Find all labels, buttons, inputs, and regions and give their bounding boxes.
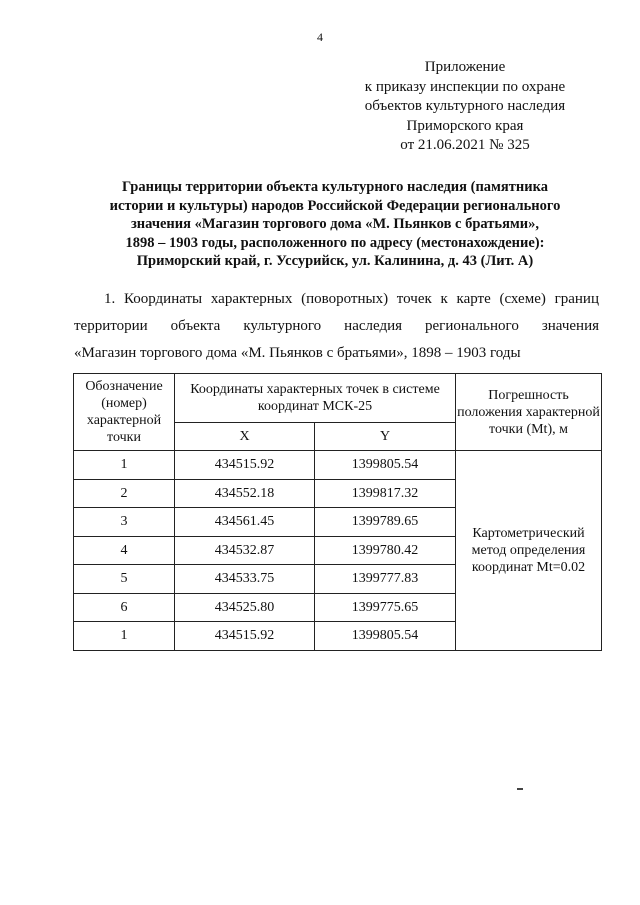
cell-y: 1399777.83 [315,565,456,594]
cell-point: 4 [74,536,175,565]
cell-x: 434532.87 [175,536,315,565]
cell-x: 434552.18 [175,479,315,508]
cell-point: 1 [74,451,175,480]
paragraph-line: территории объекта культурного наследия регионального значения [74,318,599,334]
header-coordinates: Координаты характерных точек в системе координат МСК-25 [175,374,456,423]
cell-point: 3 [74,508,175,537]
scan-mark [517,788,523,790]
cell-y: 1399775.65 [315,593,456,622]
title-line: истории и культуры) народов Российской Федерации регионального [109,197,561,214]
coordinates-table [73,373,602,651]
paragraph-line: 1. Координаты характерных (поворотных) точек к карте (схеме) границ [104,291,599,307]
header-point-number: Обозначение (номер) характерной точки [74,374,175,451]
header-x: X [175,423,315,451]
document-title [70,178,600,271]
page-number: 4 [317,30,323,44]
cell-y: 1399780.42 [315,536,456,565]
table-header-row [74,374,602,423]
appendix-header [330,58,600,156]
cell-y: 1399789.65 [315,508,456,537]
cell-point: 5 [74,565,175,594]
paragraph-line: «Магазин торгового дома «М. Пьянков с братьями», 1898 – 1903 годы [74,345,521,361]
table-row [74,451,602,480]
header-y: Y [315,423,456,451]
appendix-line: Приложение [424,59,506,75]
cell-x: 434515.92 [175,622,315,651]
cell-method: Картометрический метод определения координат Mt=0.02 [456,451,602,651]
title-line: Границы территории объекта культурного наследия (памятника [121,179,548,195]
cell-x: 434515.92 [175,451,315,480]
appendix-line: объектов культурного наследия [364,98,566,114]
appendix-line: к приказу инспекции по охране [364,78,566,95]
cell-x: 434525.80 [175,593,315,622]
section-paragraph [74,286,599,367]
title-line: значения «Магазин торгового дома «М. Пьянков с братьями», [130,216,540,232]
title-line: Приморский край, г. Уссурийск, ул. Калинина, д. 43 (Лит. А) [136,253,534,269]
cell-x: 434561.45 [175,508,315,537]
cell-point: 1 [74,622,175,651]
cell-y: 1399805.54 [315,451,456,480]
header-accuracy: Погрешность положения характерной точки (Mt), м [456,374,602,451]
appendix-date-line: от 21.06.2021 № 325 [400,137,530,153]
cell-x: 434533.75 [175,565,315,594]
appendix-line: Приморского края [406,117,524,134]
cell-y: 1399805.54 [315,622,456,651]
title-line: 1898 – 1903 годы, расположенного по адресу (местонахождение): [125,234,545,251]
cell-y: 1399817.32 [315,479,456,508]
cell-point: 2 [74,479,175,508]
cell-point: 6 [74,593,175,622]
